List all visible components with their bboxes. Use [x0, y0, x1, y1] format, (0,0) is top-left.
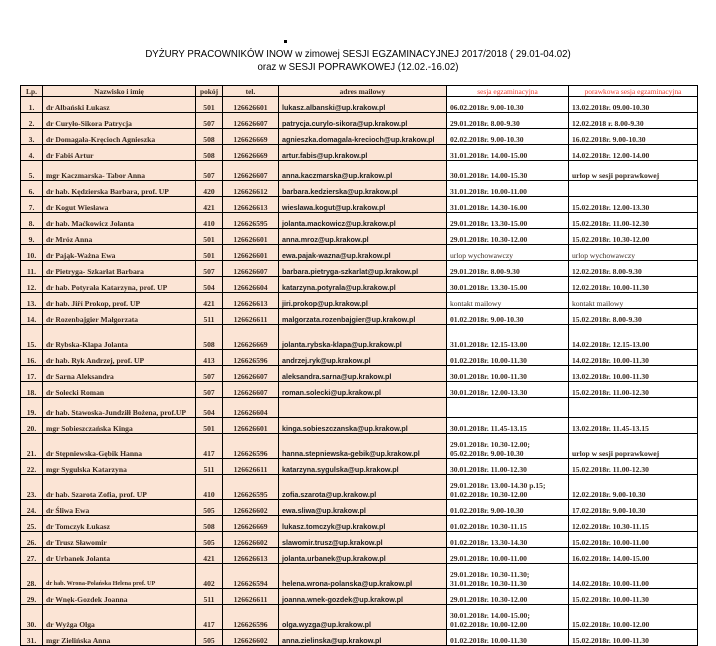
email-address[interactable]: anna.zielinska@up.krakow.pl	[279, 630, 447, 646]
row-number: 1.	[21, 97, 43, 113]
retake-session-hours	[569, 398, 698, 418]
table-row	[21, 145, 698, 161]
table-row	[21, 309, 698, 325]
exam-session-hours: 29.01.2018r. 13.00-14.30 p.15; 01.02.2018r. 10.30-12.00	[447, 475, 569, 500]
table-row	[21, 548, 698, 564]
row-number: 14.	[21, 309, 43, 325]
email-address[interactable]: kinga.sobieszczanska@up.krakow.pl	[279, 418, 447, 434]
exam-session-hours: 30.01.2018r. 11.45-13.15	[447, 418, 569, 434]
row-number: 17.	[21, 366, 43, 382]
employee-name: dr hab. Jiří Prokop, prof. UP	[43, 293, 196, 309]
header-name: Nazwisko i imię	[43, 86, 196, 97]
email-address[interactable]: hanna.stepniewska-gebik@up.krakow.pl	[279, 434, 447, 459]
email-address[interactable]: agnieszka.domagala-krecioch@up.krakow.pl	[279, 129, 447, 145]
email-address[interactable]: wieslawa.kogut@up.krakow.pl	[279, 197, 447, 213]
exam-session-hours: 31.01.2018r. 10.00-11.00	[447, 181, 569, 197]
phone-number: 126626595	[223, 213, 279, 229]
employee-name: dr Urbanek Jolanta	[43, 548, 196, 564]
row-number: 19.	[21, 398, 43, 418]
table-header-row	[21, 86, 698, 97]
email-address[interactable]: joanna.wnek-gozdek@up.krakow.pl	[279, 589, 447, 605]
retake-session-hours: 15.02.2018r. 12.00-13.30	[569, 197, 698, 213]
retake-session-hours: 15.02.2018r. 10.00-11.30	[569, 630, 698, 646]
exam-session-hours: 30.01.2018r. 14.00-15.00; 01.02.2018r. 10.00-12.00	[447, 605, 569, 630]
row-number: 12.	[21, 277, 43, 293]
phone-number: 126626613	[223, 548, 279, 564]
email-address[interactable]: andrzej.ryk@up.krakow.pl	[279, 350, 447, 366]
phone-number: 126626613	[223, 197, 279, 213]
email-address[interactable]: jolanta.urbanek@up.krakow.pl	[279, 548, 447, 564]
exam-session-hours: 01.02.2018r. 9.00-10.30	[447, 309, 569, 325]
table-row	[21, 325, 698, 350]
row-number: 8.	[21, 213, 43, 229]
phone-number: 126626594	[223, 564, 279, 589]
retake-session-hours: 15.02.2018r. 11.00-12.30	[569, 459, 698, 475]
row-number: 20.	[21, 418, 43, 434]
phone-number: 126626601	[223, 229, 279, 245]
table-row	[21, 197, 698, 213]
row-number: 24.	[21, 500, 43, 516]
retake-session-hours: 15.02.2018r. 11.00-12.30	[569, 382, 698, 398]
email-address[interactable]: jolanta.rybska-klapa@up.krakow.pl	[279, 325, 447, 350]
exam-session-hours: 30.01.2018r. 14.00-15.30	[447, 161, 569, 181]
exam-session-hours: 01.02.2018r. 13.30-14.30	[447, 532, 569, 548]
phone-number: 126626601	[223, 245, 279, 261]
room-number: 410	[196, 213, 223, 229]
row-number: 7.	[21, 197, 43, 213]
table-row	[21, 500, 698, 516]
room-number: 421	[196, 197, 223, 213]
row-number: 27.	[21, 548, 43, 564]
phone-number: 126626602	[223, 532, 279, 548]
employee-name: dr Śliwa Ewa	[43, 500, 196, 516]
phone-number: 126626611	[223, 459, 279, 475]
phone-number: 126626669	[223, 145, 279, 161]
table-row	[21, 181, 698, 197]
table-row	[21, 459, 698, 475]
retake-session-hours: 15.02.2018r. 11.00-12.30	[569, 213, 698, 229]
email-address[interactable]: olga.wyzga@up.krakow.pl	[279, 605, 447, 630]
header-lp: Lp.	[21, 86, 43, 97]
employee-name: dr Pietryga- Szkarłat Barbara	[43, 261, 196, 277]
employee-name: dr hab. Szarota Zofia, prof. UP	[43, 475, 196, 500]
phone-number: 126626601	[223, 97, 279, 113]
exam-session-hours: 30.01.2018r. 13.30-15.00	[447, 277, 569, 293]
room-number: 507	[196, 366, 223, 382]
email-address[interactable]: anna.mroz@up.krakow.pl	[279, 229, 447, 245]
table-row	[21, 418, 698, 434]
table-row	[21, 245, 698, 261]
employee-name: dr Solecki Roman	[43, 382, 196, 398]
room-number: 505	[196, 630, 223, 646]
row-number: 3.	[21, 129, 43, 145]
email-address[interactable]: barbara.pietryga-szkarlat@up.krakow.pl	[279, 261, 447, 277]
table-row	[21, 589, 698, 605]
row-number: 11.	[21, 261, 43, 277]
table-row	[21, 366, 698, 382]
table-row	[21, 382, 698, 398]
employee-name: dr Pająk-Ważna Ewa	[43, 245, 196, 261]
phone-number: 126626596	[223, 605, 279, 630]
phone-number: 126626595	[223, 475, 279, 500]
exam-session-hours: kontakt mailowy	[447, 293, 569, 309]
exam-session-hours: 01.02.2018r. 9.00-10.30	[447, 500, 569, 516]
exam-session-hours: 31.01.2018r. 12.15-13.00	[447, 325, 569, 350]
email-address[interactable]: zofia.szarota@up.krakow.pl	[279, 475, 447, 500]
retake-session-hours: urlop wychowawczy	[569, 245, 698, 261]
room-number: 507	[196, 261, 223, 277]
employee-name: dr hab. Potyrała Katarzyna, prof. UP	[43, 277, 196, 293]
table-row	[21, 213, 698, 229]
room-number: 421	[196, 548, 223, 564]
employee-name: dr Tomczyk Łukasz	[43, 516, 196, 532]
phone-number: 126626611	[223, 589, 279, 605]
stray-dot	[284, 40, 287, 43]
exam-session-hours: urlop wychowawczy	[447, 245, 569, 261]
retake-session-hours: 14.02.2018r. 10.00-11.30	[569, 350, 698, 366]
retake-session-hours: 13.02.2018r. 10.00-11.30	[569, 366, 698, 382]
email-address[interactable]: ewa.sliwa@up.krakow.pl	[279, 500, 447, 516]
retake-session-hours	[569, 181, 698, 197]
room-number: 417	[196, 434, 223, 459]
room-number: 501	[196, 97, 223, 113]
email-address[interactable]: jiri.prokop@up.krakow.pl	[279, 293, 447, 309]
exam-session-hours: 01.02.2018r. 10.30-11.15	[447, 516, 569, 532]
room-number: 504	[196, 398, 223, 418]
employee-name: dr Curyło-Sikora Patrycja	[43, 113, 196, 129]
document-title: DYŻURY PRACOWNIKÓW INOW w zimowej SESJI EGZAMINACYJNEJ 2017/2018 ( 29.01-04.02)	[145, 48, 571, 60]
room-number: 507	[196, 113, 223, 129]
retake-session-hours: 15.02.2018r. 10.00-12.00	[569, 605, 698, 630]
phone-number: 126626596	[223, 350, 279, 366]
row-number: 28.	[21, 564, 43, 589]
exam-session-hours: 29.01.2018r. 10.00-11.00	[447, 548, 569, 564]
retake-session-hours: 14.02.2018r. 12.15-13.00	[569, 325, 698, 350]
table-row	[21, 605, 698, 630]
table-row	[21, 398, 698, 418]
duty-hours-table	[20, 85, 698, 646]
row-number: 6.	[21, 181, 43, 197]
room-number: 507	[196, 161, 223, 181]
exam-session-hours: 29.01.2018r. 8.00-9.30	[447, 261, 569, 277]
exam-session-hours	[447, 398, 569, 418]
email-address[interactable]: slawomir.trusz@up.krakow.pl	[279, 532, 447, 548]
exam-session-hours: 30.01.2018r. 12.00-13.30	[447, 382, 569, 398]
table-row	[21, 564, 698, 589]
header-retake: porawkowa sesja egzaminacyjna	[569, 86, 698, 97]
email-address[interactable]	[279, 398, 447, 418]
table-row	[21, 161, 698, 181]
retake-session-hours: 13.02.2018r. 11.45-13.15	[569, 418, 698, 434]
employee-name: dr Kogut Wiesława	[43, 197, 196, 213]
table-row	[21, 630, 698, 646]
employee-name: dr Sarna Aleksandra	[43, 366, 196, 382]
employee-name: dr Trusz Sławomir	[43, 532, 196, 548]
email-address[interactable]: katarzyna.sygulska@up.krakow.pl	[279, 459, 447, 475]
exam-session-hours: 06.02.2018r. 9.00-10.30	[447, 97, 569, 113]
room-number: 501	[196, 418, 223, 434]
row-number: 31.	[21, 630, 43, 646]
header-tel: tel.	[223, 86, 279, 97]
employee-name: dr hab. Stawoska-Jundziłł Bożena, prof.UP	[43, 398, 196, 418]
retake-session-hours: 12.02.2018r. 10.30-11.15	[569, 516, 698, 532]
phone-number: 126626607	[223, 161, 279, 181]
row-number: 13.	[21, 293, 43, 309]
room-number: 508	[196, 129, 223, 145]
retake-session-hours: 14.02.2018r. 10.00-11.00	[569, 564, 698, 589]
retake-session-hours: 14.02.2018r. 12.00-14.00	[569, 145, 698, 161]
room-number: 402	[196, 564, 223, 589]
retake-session-hours: urlop w sesji poprawkowej	[569, 161, 698, 181]
exam-session-hours: 31.01.2018r. 14.30-16.00	[447, 197, 569, 213]
exam-session-hours: 31.01.2018r. 14.00-15.00	[447, 145, 569, 161]
table-row	[21, 277, 698, 293]
document-subtitle: oraz w SESJI POPRAWKOWEJ (12.02.-16.02)	[257, 61, 459, 73]
room-number: 501	[196, 245, 223, 261]
phone-number: 126626669	[223, 129, 279, 145]
room-number: 505	[196, 500, 223, 516]
phone-number: 126626604	[223, 398, 279, 418]
exam-session-hours: 29.01.2018r. 10.30-11.30; 31.01.2018r. 10.30-11.30	[447, 564, 569, 589]
row-number: 23.	[21, 475, 43, 500]
email-address[interactable]: malgorzata.rozenbajgier@up.krakow.pl	[279, 309, 447, 325]
table-row	[21, 129, 698, 145]
exam-session-hours: 30.01.2018r. 10.00-11.30	[447, 366, 569, 382]
employee-name: dr hab. Kędzierska Barbara, prof. UP	[43, 181, 196, 197]
phone-number: 126626611	[223, 309, 279, 325]
email-address[interactable]: roman.solecki@up.krakow.pl	[279, 382, 447, 398]
header-email: adres mailowy	[279, 86, 447, 97]
employee-name: dr Rybska-Klapa Jolanta	[43, 325, 196, 350]
retake-session-hours: 12.02.2018r. 8.00-9.30	[569, 261, 698, 277]
employee-name: dr Domagała-Kręcioch Agnieszka	[43, 129, 196, 145]
retake-session-hours: 12.02.2018r. 10.00-11.30	[569, 277, 698, 293]
exam-session-hours: 29.01.2018r. 8.00-9.30	[447, 113, 569, 129]
phone-number: 126626613	[223, 293, 279, 309]
table-row	[21, 293, 698, 309]
retake-session-hours: 15.02.2018r. 10.00-11.30	[569, 589, 698, 605]
row-number: 30.	[21, 605, 43, 630]
employee-name: dr Stępniewska-Gębik Hanna	[43, 434, 196, 459]
email-address[interactable]: artur.fabis@up.krakow.pl	[279, 145, 447, 161]
employee-name: dr Wnęk-Gozdek Joanna	[43, 589, 196, 605]
room-number: 505	[196, 532, 223, 548]
row-number: 26.	[21, 532, 43, 548]
table-row	[21, 475, 698, 500]
phone-number: 126626612	[223, 181, 279, 197]
employee-name: mgr Sobieszczańska Kinga	[43, 418, 196, 434]
retake-session-hours: kontakt mailowy	[569, 293, 698, 309]
phone-number: 126626602	[223, 630, 279, 646]
table-body	[21, 97, 698, 646]
table-row	[21, 97, 698, 113]
table-row	[21, 113, 698, 129]
room-number: 508	[196, 145, 223, 161]
row-number: 18.	[21, 382, 43, 398]
room-number: 508	[196, 516, 223, 532]
phone-number: 126626604	[223, 277, 279, 293]
employee-name: dr Fabiś Artur	[43, 145, 196, 161]
row-number: 2.	[21, 113, 43, 129]
email-address[interactable]: ewa.pajak-wazna@up.krakow.pl	[279, 245, 447, 261]
retake-session-hours: 15.02.2018r. 8.00-9.30	[569, 309, 698, 325]
phone-number: 126626602	[223, 500, 279, 516]
phone-number: 126626669	[223, 516, 279, 532]
header-session: sesja egzaminacyjna	[447, 86, 569, 97]
row-number: 16.	[21, 350, 43, 366]
employee-name: mgr Kaczmarska- Tabor Anna	[43, 161, 196, 181]
email-address[interactable]: patrycja.curylo-sikora@up.krakow.pl	[279, 113, 447, 129]
employee-name: dr hab. Ryk Andrzej, prof. UP	[43, 350, 196, 366]
exam-session-hours: 29.01.2018r. 10.30-12.00	[447, 589, 569, 605]
header-room: pokój	[196, 86, 223, 97]
room-number: 501	[196, 229, 223, 245]
exam-session-hours: 29.01.2018r. 13.30-15.00	[447, 213, 569, 229]
email-address[interactable]: jolanta.mackowicz@up.krakow.pl	[279, 213, 447, 229]
retake-session-hours: 13.02.2018r. 09.00-10.30	[569, 97, 698, 113]
email-address[interactable]: helena.wrona-polanska@up.krakow.pl	[279, 564, 447, 589]
phone-number: 126626607	[223, 113, 279, 129]
room-number: 417	[196, 605, 223, 630]
table-row	[21, 532, 698, 548]
table-row	[21, 350, 698, 366]
employee-name: dr Rozenbajgier Małgorzata	[43, 309, 196, 325]
exam-session-hours: 30.01.2018r. 11.00-12.30	[447, 459, 569, 475]
employee-name: mgr Sygulska Katarzyna	[43, 459, 196, 475]
room-number: 410	[196, 475, 223, 500]
row-number: 15.	[21, 325, 43, 350]
retake-session-hours: 15.02.2018r. 10.30-12.00	[569, 229, 698, 245]
email-address[interactable]: anna.kaczmarska@up.krakow.pl	[279, 161, 447, 181]
room-number: 511	[196, 589, 223, 605]
row-number: 10.	[21, 245, 43, 261]
row-number: 5.	[21, 161, 43, 181]
row-number: 29.	[21, 589, 43, 605]
row-number: 9.	[21, 229, 43, 245]
email-address[interactable]: lukasz.tomczyk@up.krakow.pl	[279, 516, 447, 532]
email-address[interactable]: aleksandra.sarna@up.krakow.pl	[279, 366, 447, 382]
row-number: 22.	[21, 459, 43, 475]
employee-name: mgr Zielińska Anna	[43, 630, 196, 646]
room-number: 504	[196, 277, 223, 293]
row-number: 25.	[21, 516, 43, 532]
email-address[interactable]: katarzyna.potyrala@up.krakow.pl	[279, 277, 447, 293]
retake-session-hours: 12.02.2018 r. 8.00-9.30	[569, 113, 698, 129]
exam-session-hours: 01.02.2018r. 10.00-11.30	[447, 350, 569, 366]
exam-session-hours: 01.02.2018r. 10.00-11.30	[447, 630, 569, 646]
exam-session-hours: 29.01.2018r. 10.30-12.00	[447, 229, 569, 245]
retake-session-hours: urlop w sesji poprawkowej	[569, 434, 698, 459]
table-row	[21, 261, 698, 277]
table-row	[21, 516, 698, 532]
employee-name: dr hab. Wrona-Polańska Helena prof. UP	[43, 564, 196, 589]
employee-name: dr hab. Maćkowicz Jolanta	[43, 213, 196, 229]
employee-name: dr Mróz Anna	[43, 229, 196, 245]
exam-session-hours: 29.01.2018r. 10.30-12.00; 05.02.2018r. 9.00-10.30	[447, 434, 569, 459]
retake-session-hours: 16.02.2018r. 9.00-10.30	[569, 129, 698, 145]
employee-name: dr Albański Łukasz	[43, 97, 196, 113]
phone-number: 126626596	[223, 434, 279, 459]
phone-number: 126626607	[223, 382, 279, 398]
retake-session-hours: 16.02.2018r. 14.00-15.00	[569, 548, 698, 564]
phone-number: 126626601	[223, 418, 279, 434]
exam-session-hours: 02.02.2018r. 9.00-10.30	[447, 129, 569, 145]
retake-session-hours: 17.02.2018r. 9.00-10.30	[569, 500, 698, 516]
retake-session-hours: 15.02.2018r. 10.00-11.00	[569, 532, 698, 548]
room-number: 507	[196, 382, 223, 398]
phone-number: 126626607	[223, 366, 279, 382]
email-address[interactable]: barbara.kedzierska@up.krakow.pl	[279, 181, 447, 197]
phone-number: 126626607	[223, 261, 279, 277]
room-number: 421	[196, 293, 223, 309]
room-number: 511	[196, 309, 223, 325]
table-row	[21, 229, 698, 245]
table-row	[21, 434, 698, 459]
email-address[interactable]: lukasz.albanski@up.krakow.pl	[279, 97, 447, 113]
room-number: 413	[196, 350, 223, 366]
room-number: 511	[196, 459, 223, 475]
employee-name: dr Wyżga Olga	[43, 605, 196, 630]
row-number: 4.	[21, 145, 43, 161]
row-number: 21.	[21, 434, 43, 459]
phone-number: 126626669	[223, 325, 279, 350]
room-number: 508	[196, 325, 223, 350]
room-number: 420	[196, 181, 223, 197]
retake-session-hours: 12.02.2018r. 9.00-10.30	[569, 475, 698, 500]
